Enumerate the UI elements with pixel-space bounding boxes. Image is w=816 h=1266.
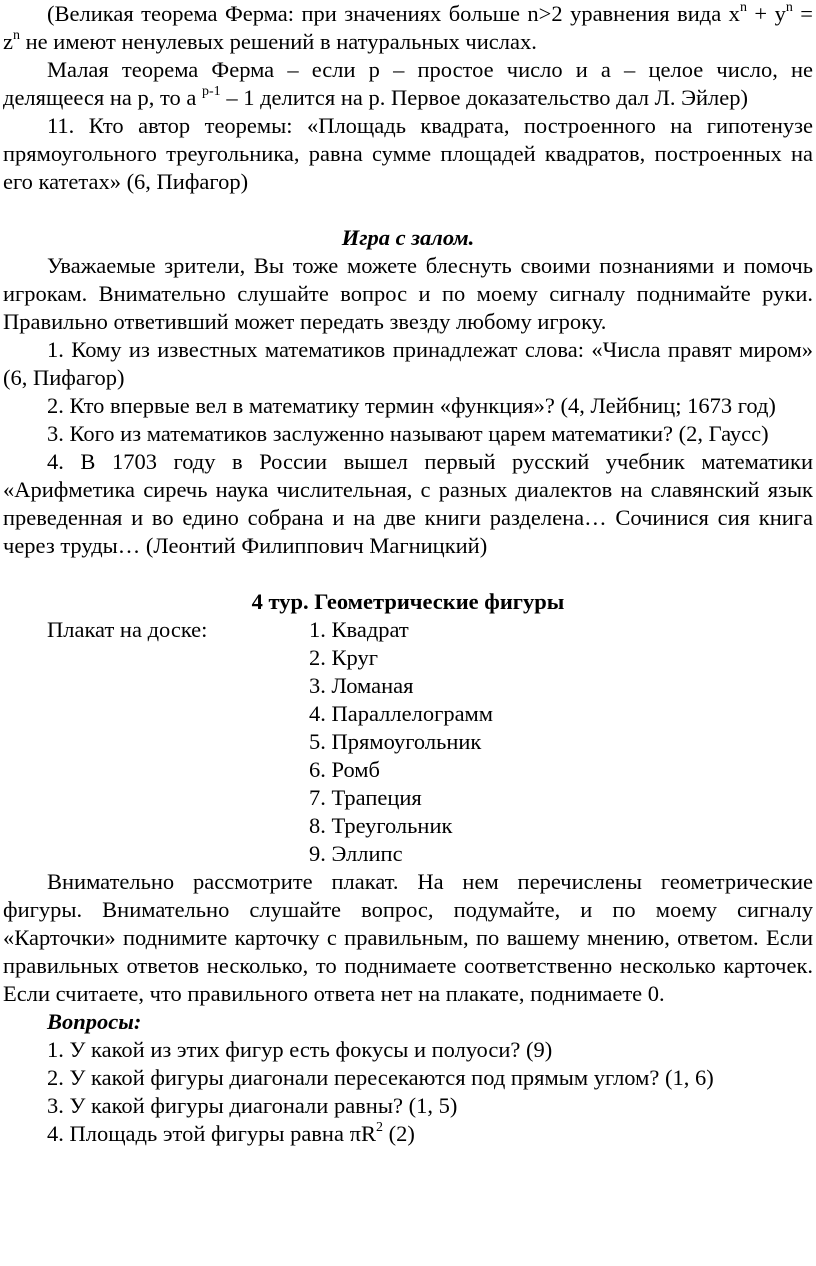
fermat-little-paragraph: Малая теорема Ферма – если p – простое число и a – целое число, не делящееся на p, то a $^{p-1}$ – 1 делится на p. Первое доказательство дал Л. Эйлер) (3, 57, 813, 110)
list-item: 8. Треугольник (309, 813, 453, 838)
question-11: 11. Кто автор теоремы: «Площадь квадрата, построенного на гипотенузе прямоугольного треугольника, равна сумме площадей квадратов, построенных на его катетах» (6, Пифагор) (3, 113, 813, 194)
list-item: 2. Круг (309, 645, 378, 670)
round4-instructions: Внимательно рассмотрите плакат. На нем перечислены геометрические фигуры. Внимательно слушайте вопрос, подумайте, и по моему сигналу «Карточки» поднимите карточку с правильным, по вашему мнению, ответом. Если правильных ответов несколько, то поднимаете соответственно несколько карточек. Если считаете, что правильного ответа нет на плакате, поднимаете 0. (3, 869, 813, 1006)
question-2: 2. У какой фигуры диагонали пересекаются под прямым углом? (1, 6) (47, 1065, 714, 1090)
question-1: 1. У какой из этих фигур есть фокусы и полуоси? (9) (47, 1037, 553, 1062)
list-item: 3. Ломаная (309, 673, 414, 698)
game-item-3: 3. Кого из математиков заслуженно называют царем математики? (2, Гаусс) (47, 421, 769, 446)
list-item: 5. Прямоугольник (309, 729, 482, 754)
figure-list (309, 616, 493, 868)
poster-label: Плакат на доске: (47, 617, 208, 642)
list-item: 6. Ромб (309, 757, 380, 782)
spacer (3, 560, 813, 588)
fermat-great-paragraph: (Великая теорема Ферма: при значениях больше n>2 уравнения вида $x^n + y^n = z^n$ не имеют ненулевых решений в натуральных числах. (3, 0, 813, 54)
question-4: 4. Площадь этой фигуры равна $\pi R^2$ (2) (47, 1119, 415, 1146)
question-3: 3. У какой фигуры диагонали равны? (1, 5) (47, 1093, 458, 1118)
spacer (3, 196, 813, 224)
list-item: 7. Трапеция (309, 785, 422, 810)
list-item: 1. Квадрат (309, 617, 409, 642)
game-item-2: 2. Кто впервые вел в математику термин «функция»? (4, Лейбниц; 1673 год) (47, 393, 776, 418)
game-item-4: 4. В 1703 году в России вышел первый русский учебник математики «Арифметика сиречь наука числительная, с разных диалектов на славянский язык преведенная и во едино собрана и на две книги разделена… Сочинися сия книга через труды… (Леонтий Филиппович Магницкий) (3, 449, 813, 558)
questions-title: Вопросы: (47, 1009, 142, 1034)
poster-block (3, 616, 813, 868)
game-title: Игра с залом. (341, 225, 475, 250)
list-item: 4. Параллелограмм (309, 701, 494, 726)
game-intro: Уважаемые зрители, Вы тоже можете блеснуть своими познаниями и помочь игрокам. Внимательно слушайте вопрос и по моему сигналу поднимайте руки. Правильно ответивший может передать звезду любому игроку. (3, 253, 813, 334)
round4-title: 4 тур. Геометрические фигуры (251, 589, 565, 614)
list-item: 9. Эллипс (309, 841, 403, 866)
game-item-1: 1. Кому из известных математиков принадлежат слова: «Числа правят миром» (6, Пифагор) (3, 337, 813, 390)
